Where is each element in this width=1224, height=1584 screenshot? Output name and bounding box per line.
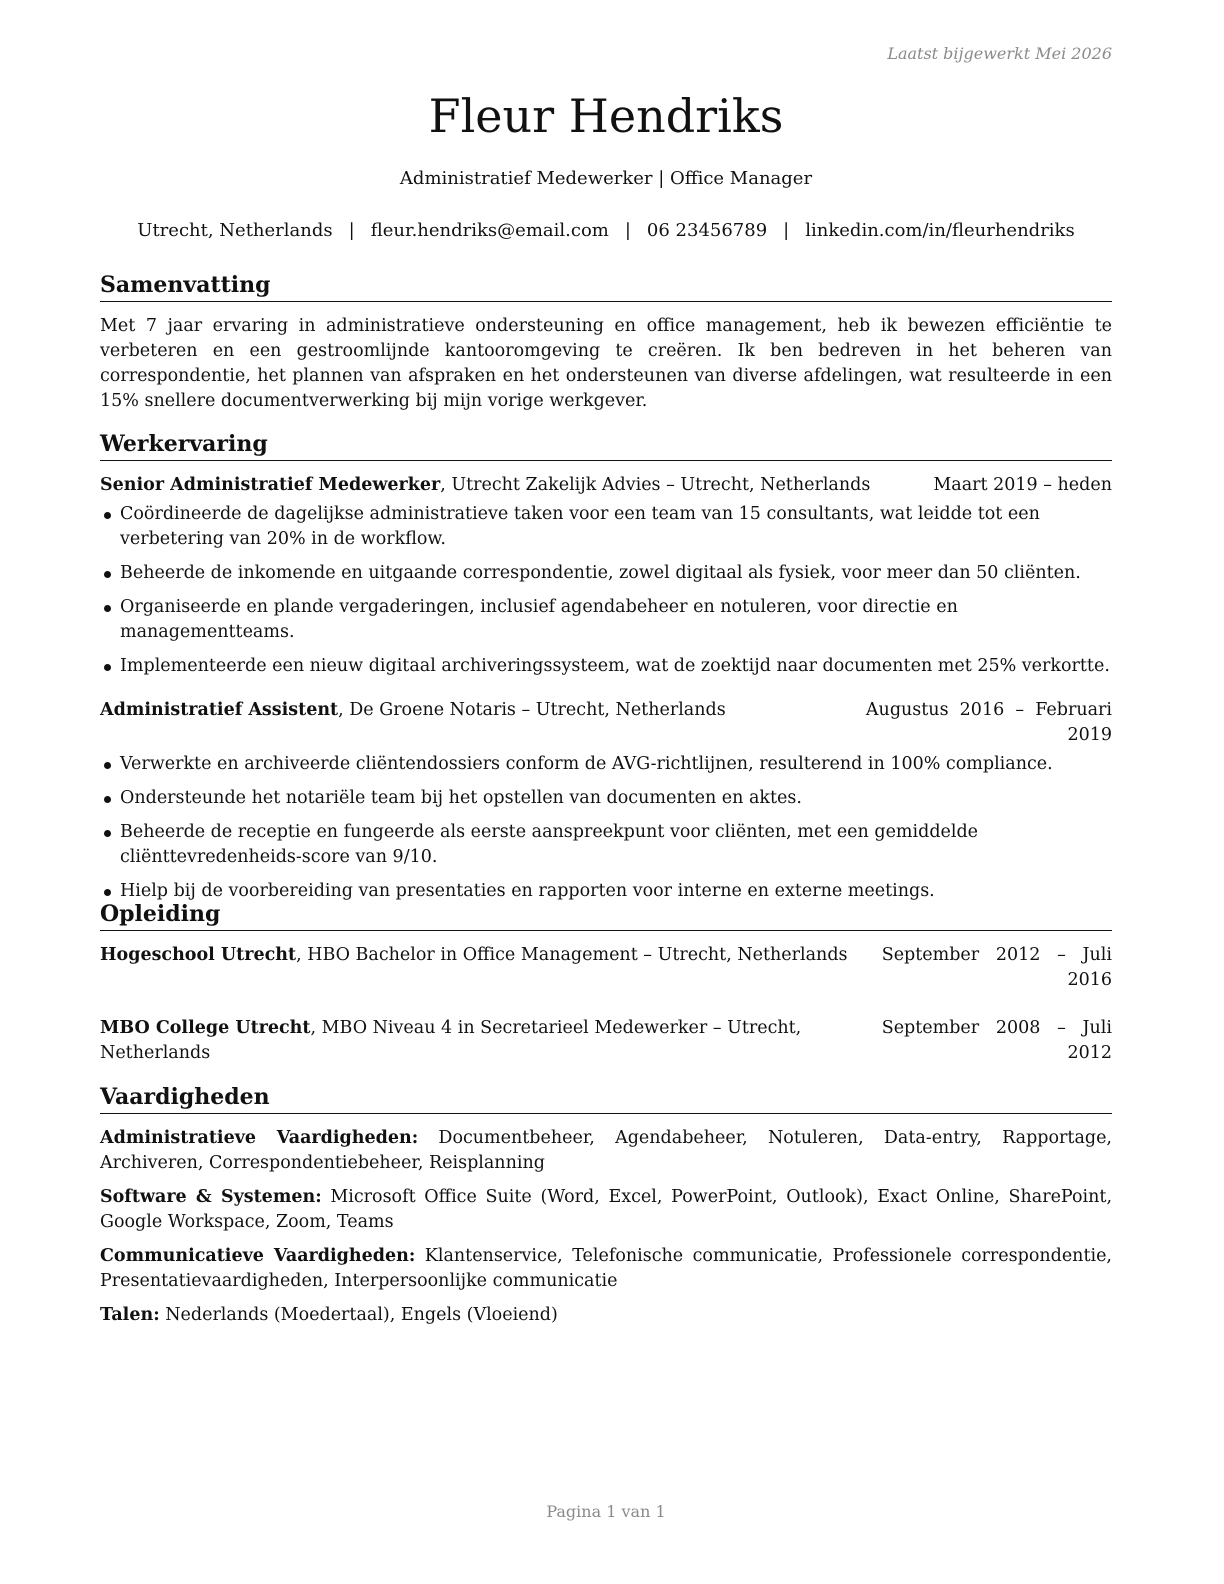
education-entry	[100, 943, 1112, 993]
job-bullets	[100, 502, 1112, 679]
skill-label: Software & Systemen:	[100, 1187, 322, 1207]
skill-text: Klantenservice, Telefonische communicatie, Professionele correspondentie, Presentatievaardigheden, Interpersoonlijke communicatie	[100, 1246, 1112, 1291]
contact-linkedin[interactable]: linkedin.com/in/fleurhendriks	[805, 220, 1075, 241]
education-school: MBO College Utrecht	[100, 1018, 311, 1038]
job-header	[100, 473, 1112, 498]
skill-line	[100, 1244, 1112, 1294]
skill-line	[100, 1126, 1112, 1176]
skills-title: Vaardigheden	[100, 1082, 1112, 1114]
contact-line	[100, 218, 1112, 244]
contact-phone: 06 23456789	[646, 220, 768, 241]
summary-text: Met 7 jaar ervaring in administratieve ondersteuning en office management, heb ik bewezen efficiëntie te verbeteren en een gestroomlijnde kantooromgeving te creëren. Ik ben bedreven in het beheren van correspondentie, het plannen van afspraken en het ondersteunen van diverse afdelingen, wat resulteerde in een 15% snellere documentverwerking bij mijn vorige werkgever.	[100, 316, 1112, 411]
education-school: Hogeschool Utrecht	[100, 945, 297, 965]
education-dates-line: September 2012 – Juli	[881, 945, 1112, 965]
job-header	[100, 698, 1112, 748]
skill-text: Nederlands (Moedertaal), Engels (Vloeiend)	[159, 1305, 558, 1325]
job-headline: Administratief Medewerker | Office Manager	[399, 168, 813, 189]
job-bullet: Coördineerde de dagelijkse administratieve taken voor een team van 15 consultants, wat leidde tot een verbetering van 20% in de workflow.	[100, 502, 1112, 552]
job-bullets	[100, 752, 1112, 904]
job-bullet: Implementeerde een nieuw digitaal archiveringssysteem, wat de zoektijd naar documenten met 25% verkortte.	[100, 654, 1112, 679]
skill-text: Documentbeheer, Agendabeheer, Notuleren, Data-entry, Rapportage, Archiveren, Correspondentiebeheer, Reisplanning	[100, 1128, 1112, 1173]
contact-separator: |	[624, 220, 631, 241]
job-dates: Maart 2019 – heden	[933, 475, 1112, 495]
job-organization: , Utrecht Zakelijk Advies – Utrecht, Netherlands	[440, 475, 871, 495]
skill-label: Communicatieve Vaardigheden:	[100, 1246, 416, 1266]
job-bullet: Beheerde de inkomende en uitgaande correspondentie, zowel digitaal als fysiek, voor meer dan 50 cliënten.	[100, 561, 1112, 586]
job-organization: , De Groene Notaris – Utrecht, Netherlands	[338, 700, 726, 720]
education-section	[100, 899, 1112, 1066]
job-bullet: Hielp bij de voorbereiding van presentaties en rapporten voor interne en externe meetings.	[100, 879, 1112, 904]
education-dates-line: 2012	[1067, 1043, 1112, 1063]
skill-line	[100, 1303, 1112, 1328]
education-dates-line: September 2008 – Juli	[881, 1018, 1112, 1038]
skill-text: Microsoft Office Suite (Word, Excel, PowerPoint, Outlook), Exact Online, SharePoint, Google Workspace, Zoom, Teams	[100, 1187, 1113, 1232]
job-bullet: Organiseerde en plande vergaderingen, inclusief agendabeheer en notuleren, voor directie en managementteams.	[100, 595, 1112, 645]
skill-line	[100, 1185, 1112, 1235]
page-number: Pagina 1 van 1	[546, 1502, 666, 1521]
job-entry	[100, 698, 1112, 904]
job-bullet: Ondersteunde het notariële team bij het opstellen van documenten en aktes.	[100, 786, 1112, 811]
skill-label: Administratieve Vaardigheden:	[100, 1128, 419, 1148]
last-updated-note: Laatst bijgewerkt Mei 2026	[887, 44, 1112, 63]
job-role: Senior Administratief Medewerker	[100, 475, 441, 495]
contact-separator: |	[783, 220, 790, 241]
job-dates	[866, 698, 1112, 748]
education-dates	[882, 943, 1112, 993]
resume-page	[100, 0, 1112, 1584]
education-dates	[882, 1016, 1112, 1066]
skills-section	[100, 1082, 1112, 1337]
skill-label: Talen:	[100, 1305, 160, 1325]
education-title: Opleiding	[100, 899, 1112, 931]
education-dates-line: 2016	[1067, 970, 1112, 990]
education-detail: , MBO Niveau 4 in Secretarieel Medewerker – Utrecht, Netherlands	[100, 1018, 802, 1063]
summary-title: Samenvatting	[100, 270, 1112, 302]
job-dates-line: 2019	[1067, 725, 1112, 745]
experience-section	[100, 429, 1112, 913]
job-bullet: Verwerkte en archiveerde cliëntendossiers conform de AVG-richtlijnen, resulterend in 100% compliance.	[100, 752, 1112, 777]
contact-location: Utrecht, Netherlands	[137, 220, 333, 241]
contact-separator: |	[348, 220, 355, 241]
job-role: Administratief Assistent	[100, 700, 339, 720]
candidate-name: Fleur Hendriks	[428, 89, 784, 143]
job-bullet: Beheerde de receptie en fungeerde als eerste aanspreekpunt voor cliënten, met een gemiddelde cliënttevredenheids-score van 9/10.	[100, 820, 1112, 870]
job-entry	[100, 473, 1112, 679]
summary-section	[100, 270, 1112, 414]
contact-email[interactable]: fleur.hendriks@email.com	[370, 220, 609, 241]
job-dates-line: Augustus 2016 – Februari	[865, 700, 1112, 720]
education-detail: , HBO Bachelor in Office Management – Utrecht, Netherlands	[296, 945, 848, 965]
experience-title: Werkervaring	[100, 429, 1112, 461]
education-entry	[100, 1016, 1112, 1066]
